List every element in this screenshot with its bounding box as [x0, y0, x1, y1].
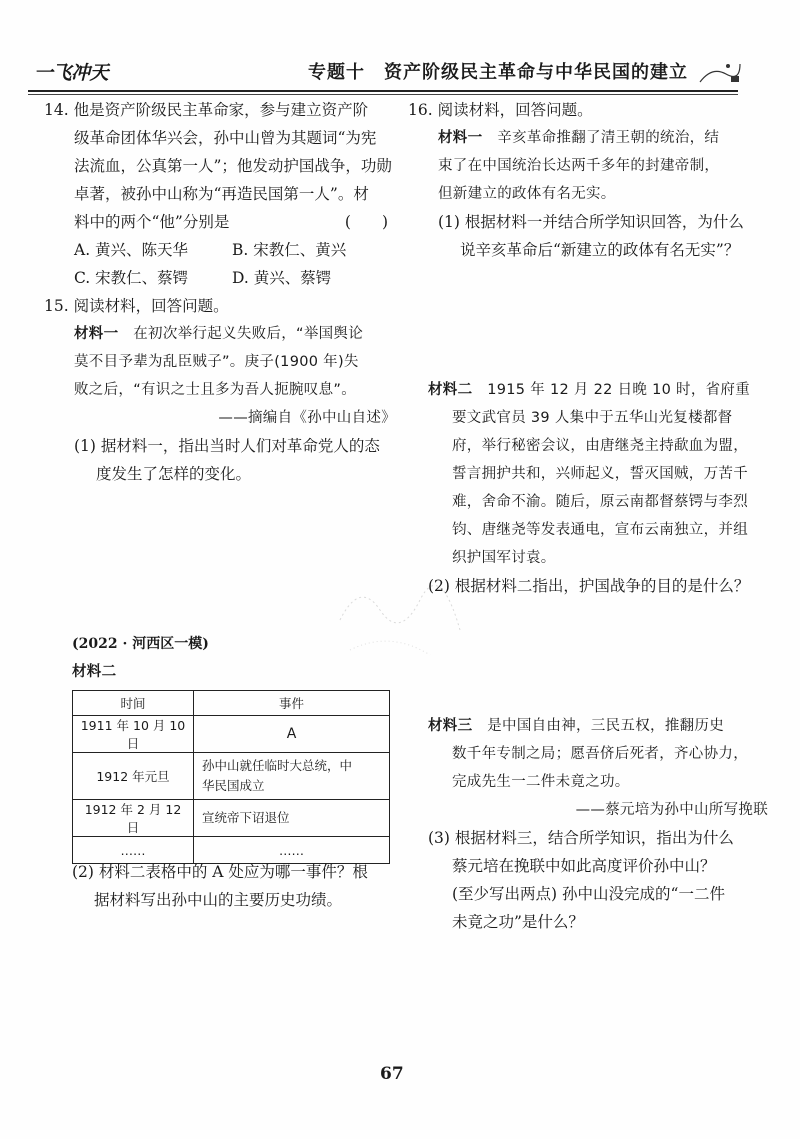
- q14-line: 卓著，被孙中山称为“再造民国第一人”。材: [74, 185, 369, 203]
- table-cell-time: 1911 年 10 月 10 日: [73, 716, 194, 753]
- q16-sub1-line: 说辛亥革命后“新建立的政体有名无实”？: [460, 241, 740, 259]
- table-cell-time: ……: [73, 837, 194, 864]
- q14-line: 级革命团体华兴会，孙中山曾为其题词“为宪: [74, 129, 377, 147]
- q16-material3-line: [428, 712, 768, 740]
- q15-stem: 15. 阅读材料，回答问题。: [44, 297, 229, 315]
- table-cell-time: 1912 年元旦: [73, 753, 194, 800]
- q16-stem: 16. 阅读材料，回答问题。: [408, 101, 593, 119]
- q16-sub3-line: (3) 根据材料三，结合所学知识，指出为什么: [428, 829, 734, 847]
- q14-line: 14. 他是资产阶级民主革命家，参与建立资产阶: [44, 101, 369, 119]
- exam-tag: (2022 · 河西区一模): [72, 636, 209, 652]
- material-label: 材料一: [438, 130, 483, 146]
- material-label: 材料三: [428, 718, 473, 734]
- q16-sub3-line: 未竟之功”是什么？: [452, 913, 584, 931]
- page-number: 67: [380, 1064, 404, 1084]
- q15-sub2-line: (2) 材料二表格中的 A 处应为哪一事件？根: [72, 863, 368, 881]
- table-header-event: 事件: [194, 691, 390, 716]
- q14-line: 料中的两个“他”分别是: [74, 213, 230, 231]
- q16-material2-line: 织护国军讨袁。: [452, 550, 556, 566]
- q16-material2-line: 难，舍命不渝。随后，原云南都督蔡锷与李烈: [452, 494, 748, 510]
- q15-sub2-block: [72, 858, 392, 914]
- q16-sub3-line: (至少写出两点) 孙中山没完成的“一二件: [452, 885, 725, 903]
- q16-material1-line: [408, 124, 760, 152]
- q15-sub2-line: 据材料写出孙中山的主要历史功绩。: [94, 891, 343, 909]
- q16-material2-line: 要文武官员 39 人集中于五华山光复楼都督: [452, 410, 733, 426]
- left-column: [44, 96, 396, 488]
- table-row: [73, 800, 390, 837]
- table-header-time: 时间: [73, 691, 194, 716]
- q16-sub3-line: 蔡元培在挽联中如此高度评价孙中山？: [452, 857, 716, 875]
- table-header-row: [73, 691, 390, 716]
- material-text: 1915 年 12 月 22 日晚 10 时，省府重: [487, 382, 751, 398]
- right-column: [408, 96, 760, 264]
- table-row: [73, 753, 390, 800]
- chapter-title: 专题十 资产阶级民主革命与中华民国的建立: [308, 62, 688, 83]
- header-rule: [28, 90, 738, 92]
- q16-material2-block: [428, 376, 768, 600]
- q16-material2-line: 府，举行秘密会议，由唐继尧主持歃血为盟，: [452, 438, 748, 454]
- event-line: 孙中山就任临时大总统，中: [202, 758, 353, 773]
- q15-sub1-line: (1) 据材料一，指出当时人们对革命党人的态: [74, 437, 380, 455]
- q16-material2-line: 誓言拥护共和，兴师起义，誓灭国贼，万苦千: [452, 466, 748, 482]
- q15-sub1-line: 度发生了怎样的变化。: [96, 465, 252, 483]
- q15-material1-line: 败之后，“有识之士且多为吾人扼腕叹息”。: [74, 382, 357, 398]
- material-text: 是中国自由神，三民五权，推翻历史: [487, 718, 725, 734]
- q14-option-a: A. 黄兴、陈天华: [74, 241, 189, 259]
- q14-line: 法流血，公真第一人”；他发动护国战争，功勋: [74, 157, 392, 175]
- material-label: 材料二: [428, 382, 473, 398]
- q15-material1-line: 莫不目予辈为乱臣贼子”。庚子(1900 年)失: [74, 354, 359, 370]
- material-text: 辛亥革命推翻了清王朝的统治，结: [497, 130, 720, 146]
- scan-watermark-icon: [330, 560, 470, 680]
- material2-label: 材料二: [72, 664, 117, 680]
- q14-line-last: [44, 208, 396, 236]
- q15-material2-table: [72, 690, 390, 864]
- q16-material3-line: 数千年专制之局；愿吾侪后死者，齐心协力，: [452, 746, 748, 762]
- q14-options-row: [44, 264, 396, 292]
- q14-option-b: B. 宋教仁、黄兴: [232, 241, 347, 259]
- table-cell-event: 宣统帝下诏退位: [194, 800, 390, 837]
- material-label: 材料一: [74, 326, 119, 342]
- q16-sub1-line: (1) 根据材料一并结合所学知识回答，为什么: [438, 213, 744, 231]
- q15-material1-line: [44, 320, 396, 348]
- table-row: [73, 716, 390, 753]
- material-text: 在初次举行起义失败后，“举国舆论: [133, 326, 364, 342]
- table-cell-event: ……: [194, 837, 390, 864]
- q16-material1-line: 但新建立的政体有名无实。: [438, 186, 616, 202]
- q16-material3-source: ——蔡元培为孙中山所写挽联: [575, 802, 768, 818]
- q15-material1-source: ——摘编自《孙中山自述》: [218, 410, 396, 426]
- header-rule-thin: [28, 94, 738, 95]
- table-cell-event: [194, 753, 390, 800]
- header-decoration-icon: [698, 56, 742, 86]
- table-cell-event: A: [194, 716, 390, 753]
- q16-material2-line: 钧、唐继尧等发表通电，宣布云南独立，并组: [452, 522, 748, 538]
- q14-options-row: [44, 236, 396, 264]
- q16-sub2: (2) 根据材料二指出，护国战争的目的是什么？: [428, 577, 750, 595]
- answer-bracket: ( ): [344, 213, 388, 231]
- q14-option-d: D. 黄兴、蔡锷: [232, 269, 332, 287]
- q16-material1-line: 束了在中国统治长达两千多年的封建帝制，: [438, 158, 720, 174]
- q16-material3-line: 完成先生一二件未竟之功。: [452, 774, 630, 790]
- series-logo: 一飞冲天: [34, 62, 109, 84]
- event-line: 华民国成立: [202, 778, 265, 793]
- table-cell-time: 1912 年 2 月 12 日: [73, 800, 194, 837]
- q16-material3-block: [428, 712, 768, 936]
- q16-material2-line: [428, 376, 768, 404]
- q14-option-c: C. 宋教仁、蔡锷: [74, 269, 189, 287]
